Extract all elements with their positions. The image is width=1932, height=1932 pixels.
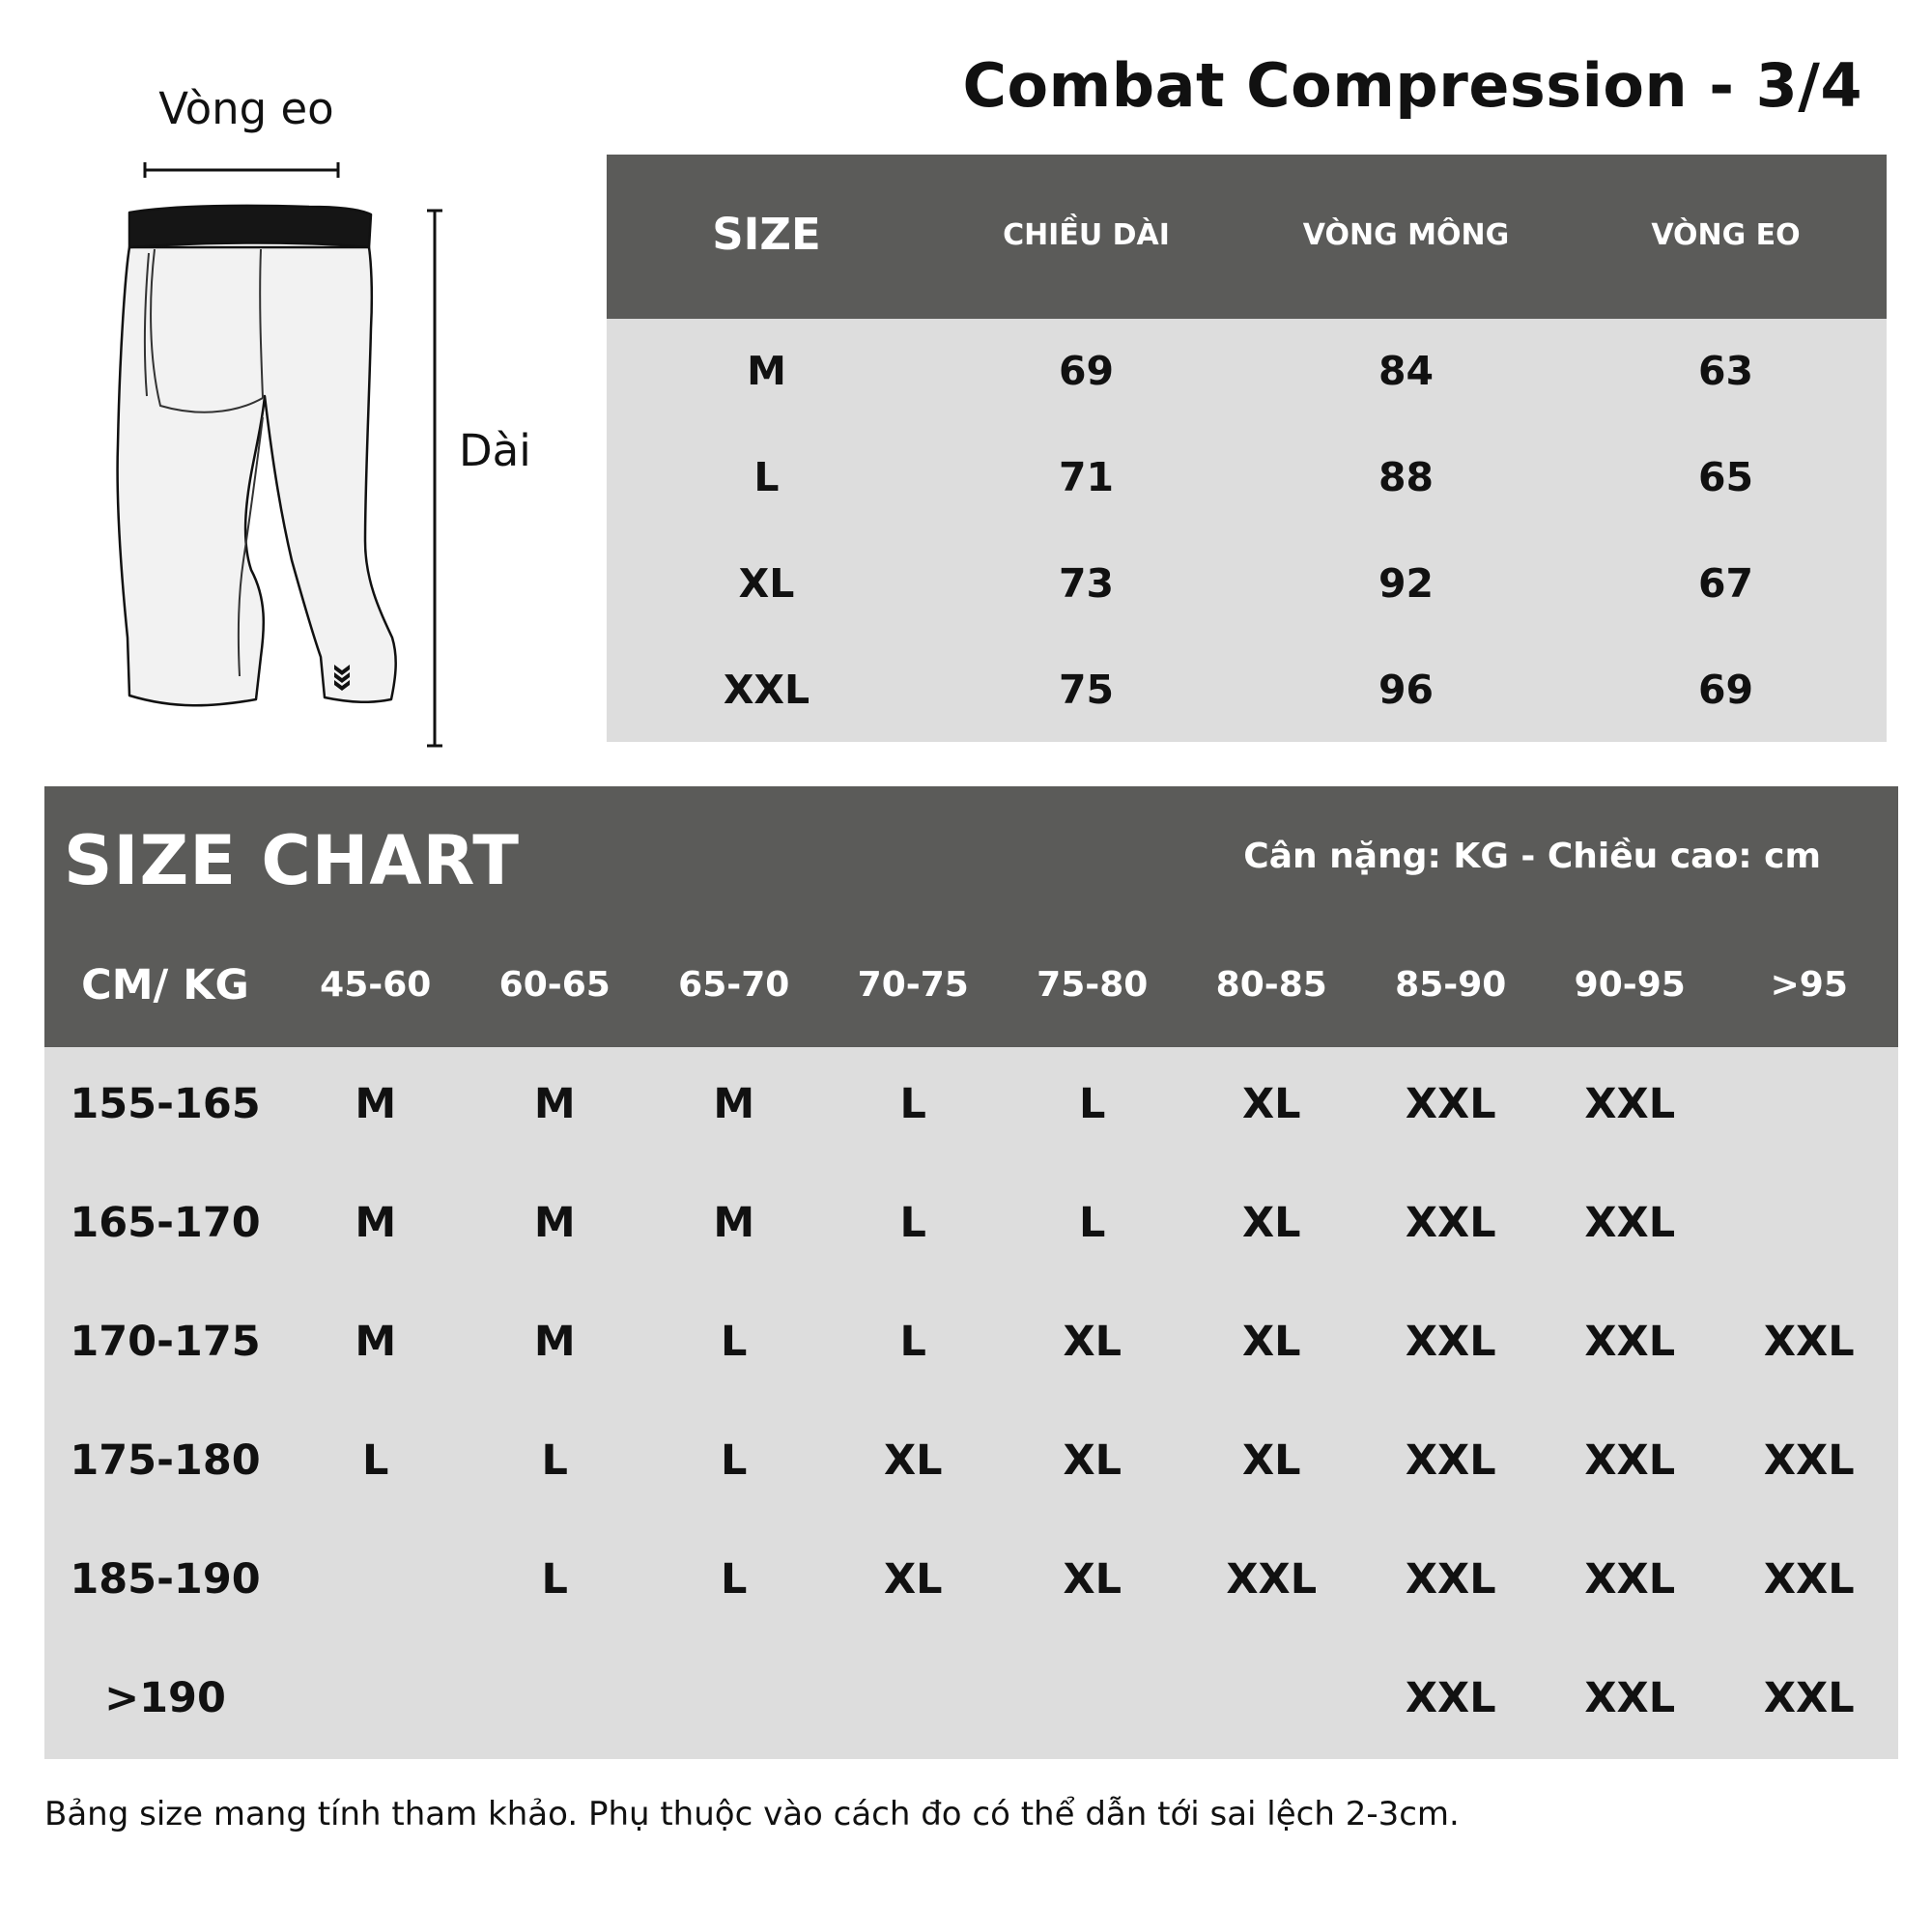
recommended-size-cell: XL xyxy=(1241,1199,1301,1247)
recommended-size-cell: XXL xyxy=(1405,1674,1496,1722)
header-size: SIZE xyxy=(712,209,821,260)
size-chart-header xyxy=(44,786,1898,1047)
header-length: CHIỀU DÀI xyxy=(1003,218,1170,252)
weight-range-header: 45-60 xyxy=(320,965,432,1005)
recommended-size-cell: XL xyxy=(1241,1080,1301,1128)
recommended-size-cell: XXL xyxy=(1405,1080,1496,1128)
weight-range-header: 80-85 xyxy=(1215,965,1327,1005)
measurement-cell: 63 xyxy=(1697,348,1754,394)
measurement-cell: 75 xyxy=(1058,667,1115,713)
size-chart-row xyxy=(44,1404,1898,1522)
recommended-size-cell: XXL xyxy=(1405,1436,1496,1485)
recommended-size-cell: XXL xyxy=(1763,1436,1855,1485)
weight-range-header: 60-65 xyxy=(498,965,611,1005)
measurement-cell: 67 xyxy=(1697,560,1754,607)
pants-shape xyxy=(118,206,396,705)
measurement-row xyxy=(607,425,1887,531)
weight-range-header: 90-95 xyxy=(1574,965,1686,1005)
height-range-label: 165-170 xyxy=(70,1199,261,1247)
recommended-size-cell: XXL xyxy=(1584,1674,1676,1722)
measurement-cell: 96 xyxy=(1378,667,1435,713)
recommended-size-cell: M xyxy=(355,1080,397,1128)
recommended-size-cell: XL xyxy=(1063,1555,1122,1604)
waist-label: Vòng eo xyxy=(158,83,334,134)
measurement-cell: XL xyxy=(738,560,795,607)
size-chart-row xyxy=(44,1285,1898,1404)
recommended-size-cell: L xyxy=(899,1080,926,1128)
height-range-label: >190 xyxy=(104,1674,226,1722)
recommended-size-cell: M xyxy=(713,1080,755,1128)
recommended-size-cell: L xyxy=(1079,1080,1106,1128)
measurement-cell: 88 xyxy=(1378,454,1435,500)
recommended-size-cell: XXL xyxy=(1763,1318,1855,1366)
measurement-cell: 65 xyxy=(1697,454,1754,500)
recommended-size-cell: M xyxy=(533,1199,576,1247)
recommended-size-cell: M xyxy=(533,1318,576,1366)
recommended-size-cell: L xyxy=(721,1436,748,1485)
measurement-cell: M xyxy=(747,348,786,394)
measurement-table xyxy=(607,155,1887,742)
waist-measure-line xyxy=(145,162,338,178)
recommended-size-cell: XXL xyxy=(1226,1555,1318,1604)
weight-range-header: >95 xyxy=(1770,965,1848,1005)
recommended-size-cell: XXL xyxy=(1584,1080,1676,1128)
measurement-cell: 69 xyxy=(1058,348,1115,394)
weight-range-header: 75-80 xyxy=(1037,965,1149,1005)
recommended-size-cell: L xyxy=(541,1555,568,1604)
measurement-row xyxy=(607,531,1887,638)
recommended-size-cell: XXL xyxy=(1584,1199,1676,1247)
recommended-size-cell: XL xyxy=(1063,1318,1122,1366)
recommended-size-cell: XXL xyxy=(1584,1318,1676,1366)
recommended-size-cell: XXL xyxy=(1405,1555,1496,1604)
recommended-size-cell: XXL xyxy=(1405,1199,1496,1247)
page-title: Combat Compression - 3/4 xyxy=(962,50,1862,121)
height-range-label: 175-180 xyxy=(70,1436,261,1485)
measurement-cell: 84 xyxy=(1378,348,1435,394)
disclaimer-note: Bảng size mang tính tham khảo. Phụ thuộc vào cách đo có thể dẫn tới sai lệch 2-3cm. xyxy=(44,1795,1460,1833)
recommended-size-cell: L xyxy=(721,1555,748,1604)
recommended-size-cell: M xyxy=(355,1199,397,1247)
recommended-size-cell: L xyxy=(1079,1199,1106,1247)
measurement-table-header xyxy=(607,155,1887,319)
recommended-size-cell: M xyxy=(533,1080,576,1128)
recommended-size-cell: L xyxy=(541,1436,568,1485)
recommended-size-cell: XL xyxy=(1063,1436,1122,1485)
header-hip: VÒNG MÔNG xyxy=(1302,218,1510,252)
length-label: Dài xyxy=(459,425,531,476)
recommended-size-cell: XL xyxy=(883,1436,943,1485)
recommended-size-cell: XL xyxy=(1241,1318,1301,1366)
weight-range-header: 85-90 xyxy=(1395,965,1507,1005)
measurement-cell: 69 xyxy=(1697,667,1754,713)
recommended-size-cell: L xyxy=(899,1199,926,1247)
weight-range-header: 65-70 xyxy=(678,965,790,1005)
measurement-row xyxy=(607,638,1887,744)
size-chart-row xyxy=(44,1522,1898,1641)
recommended-size-cell: XL xyxy=(883,1555,943,1604)
recommended-size-cell: M xyxy=(713,1199,755,1247)
recommended-size-cell: M xyxy=(355,1318,397,1366)
measurement-cell: 73 xyxy=(1058,560,1115,607)
recommended-size-cell: XXL xyxy=(1584,1555,1676,1604)
height-range-label: 155-165 xyxy=(70,1080,261,1128)
compression-pants-illustration xyxy=(116,155,551,753)
size-chart xyxy=(44,786,1898,1759)
size-chart-row xyxy=(44,1047,1898,1166)
recommended-size-cell: XL xyxy=(1241,1436,1301,1485)
recommended-size-cell: XXL xyxy=(1763,1555,1855,1604)
recommended-size-cell: XXL xyxy=(1405,1318,1496,1366)
size-chart-title: SIZE CHART xyxy=(64,821,521,900)
length-measure-line xyxy=(427,211,442,746)
height-range-label: 170-175 xyxy=(70,1318,261,1366)
corner-label: CM/ KG xyxy=(81,961,249,1009)
size-chart-row xyxy=(44,1641,1898,1760)
weight-range-header: 70-75 xyxy=(857,965,969,1005)
measurement-cell: 92 xyxy=(1378,560,1435,607)
size-chart-row xyxy=(44,1166,1898,1285)
recommended-size-cell: XXL xyxy=(1763,1674,1855,1722)
measurement-cell: 71 xyxy=(1058,454,1115,500)
header-waist: VÒNG EO xyxy=(1651,218,1801,252)
measurement-row xyxy=(607,319,1887,425)
recommended-size-cell: XXL xyxy=(1584,1436,1676,1485)
measurement-cell: L xyxy=(753,454,780,500)
size-chart-units: Cân nặng: KG - Chiều cao: cm xyxy=(1243,837,1821,876)
measurement-cell: XXL xyxy=(723,667,810,713)
recommended-size-cell: L xyxy=(362,1436,389,1485)
height-range-label: 185-190 xyxy=(70,1555,261,1604)
recommended-size-cell: L xyxy=(899,1318,926,1366)
recommended-size-cell: L xyxy=(721,1318,748,1366)
